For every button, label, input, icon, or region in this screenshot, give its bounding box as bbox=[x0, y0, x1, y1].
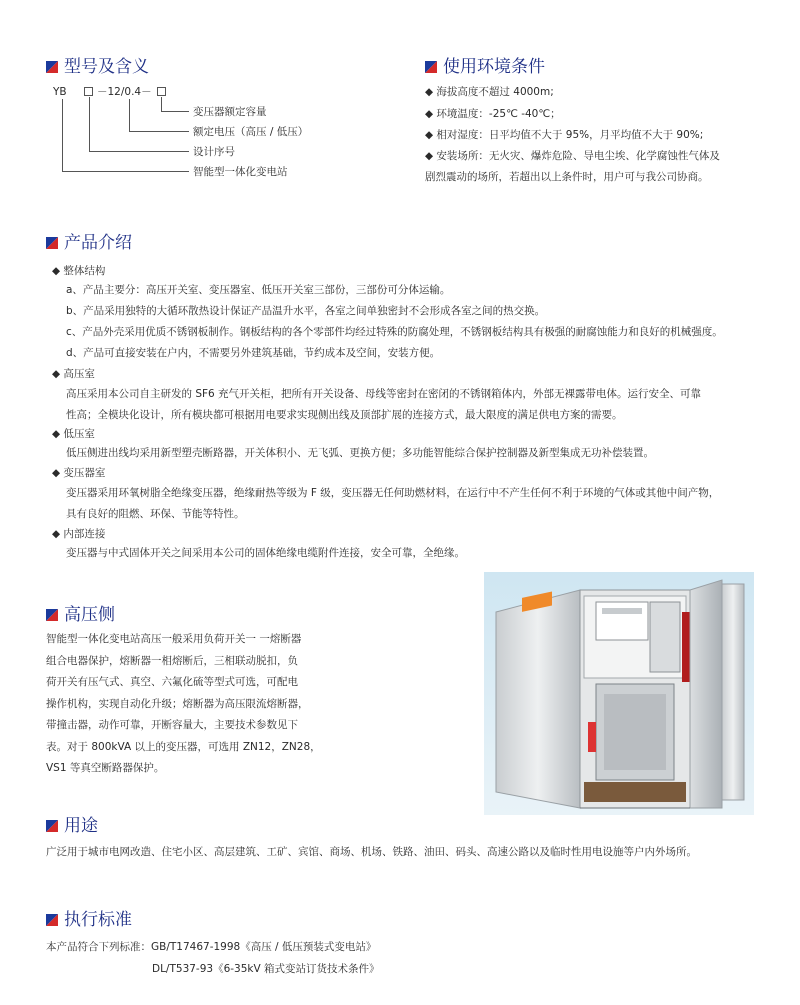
structure-item-d: d、产品可直接安装在户内，不需要另外建筑基础，节约成本及空间，安装方便。 bbox=[66, 347, 441, 359]
subsection-title-structure: ◆ 整体结构 bbox=[52, 265, 106, 277]
model-section-heading bbox=[46, 52, 149, 77]
usage-heading-text: 用途 bbox=[64, 816, 98, 836]
internal-title-text: 内部连接 bbox=[63, 528, 106, 540]
model-label-capacity: 变压器额定容量 bbox=[193, 106, 267, 118]
hv-side-line: 荷开关有压气式、真空、六氟化硫等型式可选，可配电 bbox=[46, 676, 298, 688]
env-item-continuation: 剧烈震动的场所，若超出以上条件时，用户可与我公司协商。 bbox=[425, 171, 709, 183]
hv-side-line: 操作机构，实现自动化升级；熔断器为高压限流熔断器， bbox=[46, 698, 309, 710]
list-item: ◆ 海拔高度不超过 4000m; bbox=[425, 86, 554, 98]
env-item-humidity: 相对湿度：日平均值不大于 95%，月平均值不大于 90%; bbox=[436, 129, 704, 141]
subsection-title-internal: ◆ 内部连接 bbox=[52, 528, 106, 540]
model-heading-text: 型号及含义 bbox=[64, 57, 149, 77]
model-code-middle: －12/0.4－ bbox=[97, 86, 152, 98]
transformer-room-line-2: 具有良好的阻燃、环保、节能等特性。 bbox=[66, 508, 245, 520]
section-icon bbox=[46, 61, 58, 73]
environment-section-heading bbox=[425, 52, 545, 77]
standards-heading-text: 执行标准 bbox=[64, 910, 132, 930]
standards-line-1: 本产品符合下列标准：GB/T17467-1998《高压 / 低压预装式变电站》 bbox=[46, 941, 377, 953]
bracket-line bbox=[62, 171, 189, 172]
env-item-temperature: 环境温度：-25℃ -40℃； bbox=[436, 108, 561, 120]
bracket-line bbox=[129, 131, 189, 132]
standards-line-2: DL/T537-93《6-35kV 箱式变站订货技术条件》 bbox=[152, 963, 380, 975]
lv-room-line-1: 低压侧进出线均采用新型塑壳断路器，开关体积小、无飞弧、更换方便；多功能智能综合保护控制器及新型集成无功补偿装置。 bbox=[66, 447, 654, 459]
hv-side-line: 组合电器保护，熔断器一相熔断后，三相联动脱扣，负 bbox=[46, 655, 298, 667]
model-label-design-no: 设计序号 bbox=[193, 146, 235, 158]
product-photo-substation-cabinet bbox=[484, 572, 754, 815]
bracket-line bbox=[161, 97, 162, 111]
model-code-box-2 bbox=[157, 87, 166, 96]
env-item-altitude: 海拔高度不超过 4000m; bbox=[436, 86, 554, 98]
structure-item-a: a、产品主要分：高压开关室、变压器室、低压开关室三部份，三部份可分体运输。 bbox=[66, 284, 451, 296]
usage-text: 广泛用于城市电网改造、住宅小区、高层建筑、工矿、宾馆、商场、机场、铁路、油田、码头、高速公路以及临时性用电设施等户内外场所。 bbox=[46, 846, 697, 858]
bracket-line bbox=[129, 99, 130, 131]
subsection-title-hv-room: ◆ 高压室 bbox=[52, 368, 95, 380]
env-item-location: 安装场所：无火灾、爆炸危险、导电尘埃、化学腐蚀性气体及 bbox=[436, 150, 720, 162]
structure-item-c: c、产品外壳采用优质不锈钢板制作。钢板结构的各个零部件均经过特殊的防腐处理，不锈钢板结构具有极强的耐腐蚀能力和良好的机械强度。 bbox=[66, 326, 723, 338]
standards-section-heading bbox=[46, 905, 132, 930]
model-code-box-1 bbox=[84, 87, 93, 96]
list-item: ◆ 相对湿度：日平均值不大于 95%，月平均值不大于 90%; bbox=[425, 129, 704, 141]
lv-room-title-text: 低压室 bbox=[63, 428, 95, 440]
hv-side-line: 表。对于 800kVA 以上的变压器，可选用 ZN12，ZN28， bbox=[46, 741, 321, 753]
hv-side-line: VS1 等真空断路器保护。 bbox=[46, 762, 165, 774]
intro-heading-text: 产品介绍 bbox=[64, 233, 132, 253]
hv-side-heading-text: 高压侧 bbox=[64, 605, 115, 625]
section-icon bbox=[46, 820, 58, 832]
section-icon bbox=[46, 237, 58, 249]
intro-section-heading bbox=[46, 228, 132, 253]
hv-room-line-1: 高压采用本公司自主研发的 SF6 充气开关柜，把所有开关设备、母线等密封在密闭的不锈钢箱体内，外部无裸露带电体。运行安全、可靠 bbox=[66, 388, 702, 400]
bracket-line bbox=[89, 97, 90, 151]
hv-side-line: 智能型一体化变电站高压一般采用负荷开关一 一熔断器 bbox=[46, 633, 302, 645]
model-code-prefix: YB bbox=[53, 86, 67, 98]
section-icon bbox=[425, 61, 437, 73]
model-label-type: 智能型一体化变电站 bbox=[193, 166, 288, 178]
section-icon bbox=[46, 609, 58, 621]
hv-side-line: 带撞击器，动作可靠，开断容量大，主要技术参数见下 bbox=[46, 719, 298, 731]
transformer-room-title-text: 变压器室 bbox=[63, 467, 106, 479]
list-item: ◆ 环境温度：-25℃ -40℃； bbox=[425, 108, 561, 120]
internal-line-1: 变压器与中式固体开关之间采用本公司的固体绝缘电缆附件连接，安全可靠，全绝缘。 bbox=[66, 547, 465, 559]
list-item: ◆ 安装场所：无火灾、爆炸危险、导电尘埃、化学腐蚀性气体及 bbox=[425, 150, 720, 162]
structure-title-text: 整体结构 bbox=[63, 265, 106, 277]
bracket-line bbox=[161, 111, 189, 112]
structure-item-b: b、产品采用独特的大循环散热设计保证产品温升水平，各室之间单独密封不会形成各室之间的热交换。 bbox=[66, 305, 546, 317]
bracket-line bbox=[89, 151, 189, 152]
section-icon bbox=[46, 914, 58, 926]
model-label-voltage: 额定电压（高压 / 低压） bbox=[193, 126, 309, 138]
usage-section-heading bbox=[46, 811, 98, 836]
bracket-line bbox=[62, 99, 63, 171]
hv-side-section-heading bbox=[46, 600, 115, 625]
subsection-title-transformer-room: ◆ 变压器室 bbox=[52, 467, 106, 479]
environment-heading-text: 使用环境条件 bbox=[443, 57, 545, 77]
hv-room-title-text: 高压室 bbox=[63, 368, 95, 380]
transformer-room-line-1: 变压器采用环氧树脂全绝缘变压器，绝缘耐热等级为 F 级，变压器无任何助燃材料，在运行中不产生任何不利于环境的气体或其他中间产物， bbox=[66, 487, 720, 499]
subsection-title-lv-room: ◆ 低压室 bbox=[52, 428, 95, 440]
hv-room-line-2: 性高；全模块化设计，所有模块都可根据用电要求实现侧出线及顶部扩展的连接方式，最大限度的满足供电方案的需要。 bbox=[66, 409, 623, 421]
